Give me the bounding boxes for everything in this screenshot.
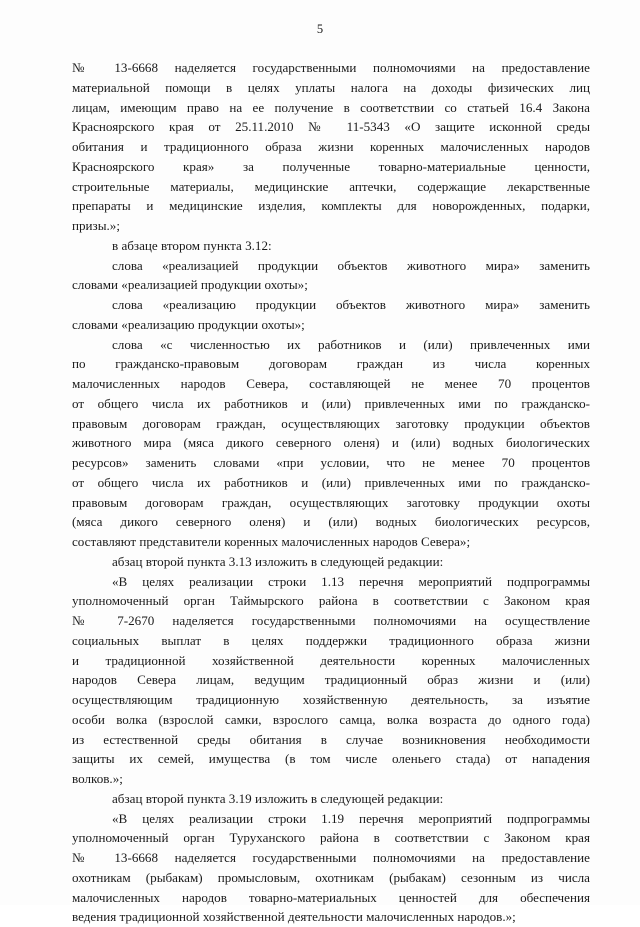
text-line: от общего числа их работников и (или) привлеченных ими по гражданско- (72, 395, 590, 411)
text-line: малочисленных народов товарно-материальных ценностей для обеспечения (72, 889, 590, 905)
text-line: в абзаце втором пункта 3.12: (112, 237, 272, 253)
text-line: от общего числа их работников и (или) привлеченных ими по гражданско- (72, 474, 590, 490)
text-line: абзац второй пункта 3.13 изложить в следующей редакции: (112, 553, 444, 569)
text-line: охотникам (рыбакам) промысловым, охотникам (рыбакам) сезонным из числа (72, 869, 590, 885)
text-line: № 7-2670 наделяется государственными полномочиями на осуществление (72, 613, 590, 628)
text-line: ресурсов» заменить словами «при условии, что не менее 70 процентов (72, 455, 590, 470)
text-line: словами «реализацию продукции охоты»; (72, 316, 305, 332)
text-line: словами «реализацией продукции охоты»; (72, 277, 308, 293)
text-line: защиты их семей, имущества (в том числе оленьего стада) от нападения (72, 751, 590, 767)
text-line: по гражданско-правовым договорам граждан из числа коренных (72, 356, 590, 372)
text-line: материальной помощи в целях уплаты налога на доходы физических лиц (72, 79, 590, 95)
text-line: лицам, имеющим право на ее получение в соответствии со статьей 16.4 Закона (72, 99, 590, 115)
text-line: из естественной среды обитания в случае возникновения необходимости (72, 731, 590, 747)
text-line: № 13-6668 наделяется государственными полномочиями на предоставление (72, 850, 590, 865)
text-line: обитания и традиционного образа жизни коренных малочисленных народов (72, 139, 590, 154)
text-line: «В целях реализации строки 1.13 перечня мероприятий подпрограммы (112, 573, 590, 589)
text-line: волков.»; (72, 771, 123, 786)
text-line: призы.»; (72, 218, 120, 233)
text-line: животного мира (мяса дикого северного оленя) и (или) водных биологических (72, 435, 590, 451)
document-body (72, 58, 590, 927)
text-line: ведения традиционной хозяйственной деятельности малочисленных народов.»; (72, 909, 516, 925)
text-line: правовым договорам граждан, осуществляющих заготовку продукции объектов (72, 415, 590, 431)
text-line: уполномоченный орган Туруханского района в соответствии с Законом края (72, 830, 590, 846)
text-line: слова «с численностью их работников и (или) привлеченных ими (112, 336, 590, 352)
page-number: 5 (316, 22, 324, 36)
text-line: Красноярского края от 25.11.2010 № 11-5343 «О защите исконной среды (72, 119, 590, 135)
text-line: препараты и медицинские изделия, комплекты для новорожденных, подарки, (72, 198, 590, 214)
text-line: уполномоченный орган Таймырского района в соответствии с Законом края (72, 593, 590, 609)
text-line: «В целях реализации строки 1.19 перечня мероприятий подпрограммы (112, 810, 590, 826)
text-line: слова «реализацией продукции объектов животного мира» заменить (112, 257, 590, 273)
text-line: социальных выплат в целях поддержки традиционного образа жизни (72, 632, 590, 648)
text-line: абзац второй пункта 3.19 изложить в следующей редакции: (112, 790, 444, 806)
text-line: народов Севера лицам, ведущим традиционный образ жизни и (или) (72, 672, 590, 688)
text-line: правовым договорам граждан, осуществляющих заготовку продукции охоты (72, 494, 590, 510)
text-line: (мяса дикого северного оленя) и (или) водных биологических ресурсов, (72, 514, 590, 530)
text-line: осуществляющим традиционную хозяйственную деятельность, за изъятие (72, 692, 590, 707)
text-line: особи волка (взрослой самки, взрослого самца, волка возраста до одного года) (72, 711, 590, 727)
text-line: и традиционной хозяйственной деятельности коренных малочисленных (72, 652, 590, 668)
text-line: Красноярского края» за полученные товарно-материальные ценности, (72, 158, 590, 174)
text-line: № 13-6668 наделяется государственными полномочиями на предоставление (72, 60, 590, 75)
text-line: составляют представители коренных малочисленных народов Севера»; (72, 534, 471, 549)
text-line: малочисленных народов Севера, составляющей не менее 70 процентов (72, 376, 590, 391)
text-line: строительные материалы, медицинские аптечки, содержащие лекарственные (72, 178, 590, 194)
text-line: слова «реализацию продукции объектов животного мира» заменить (112, 297, 590, 312)
